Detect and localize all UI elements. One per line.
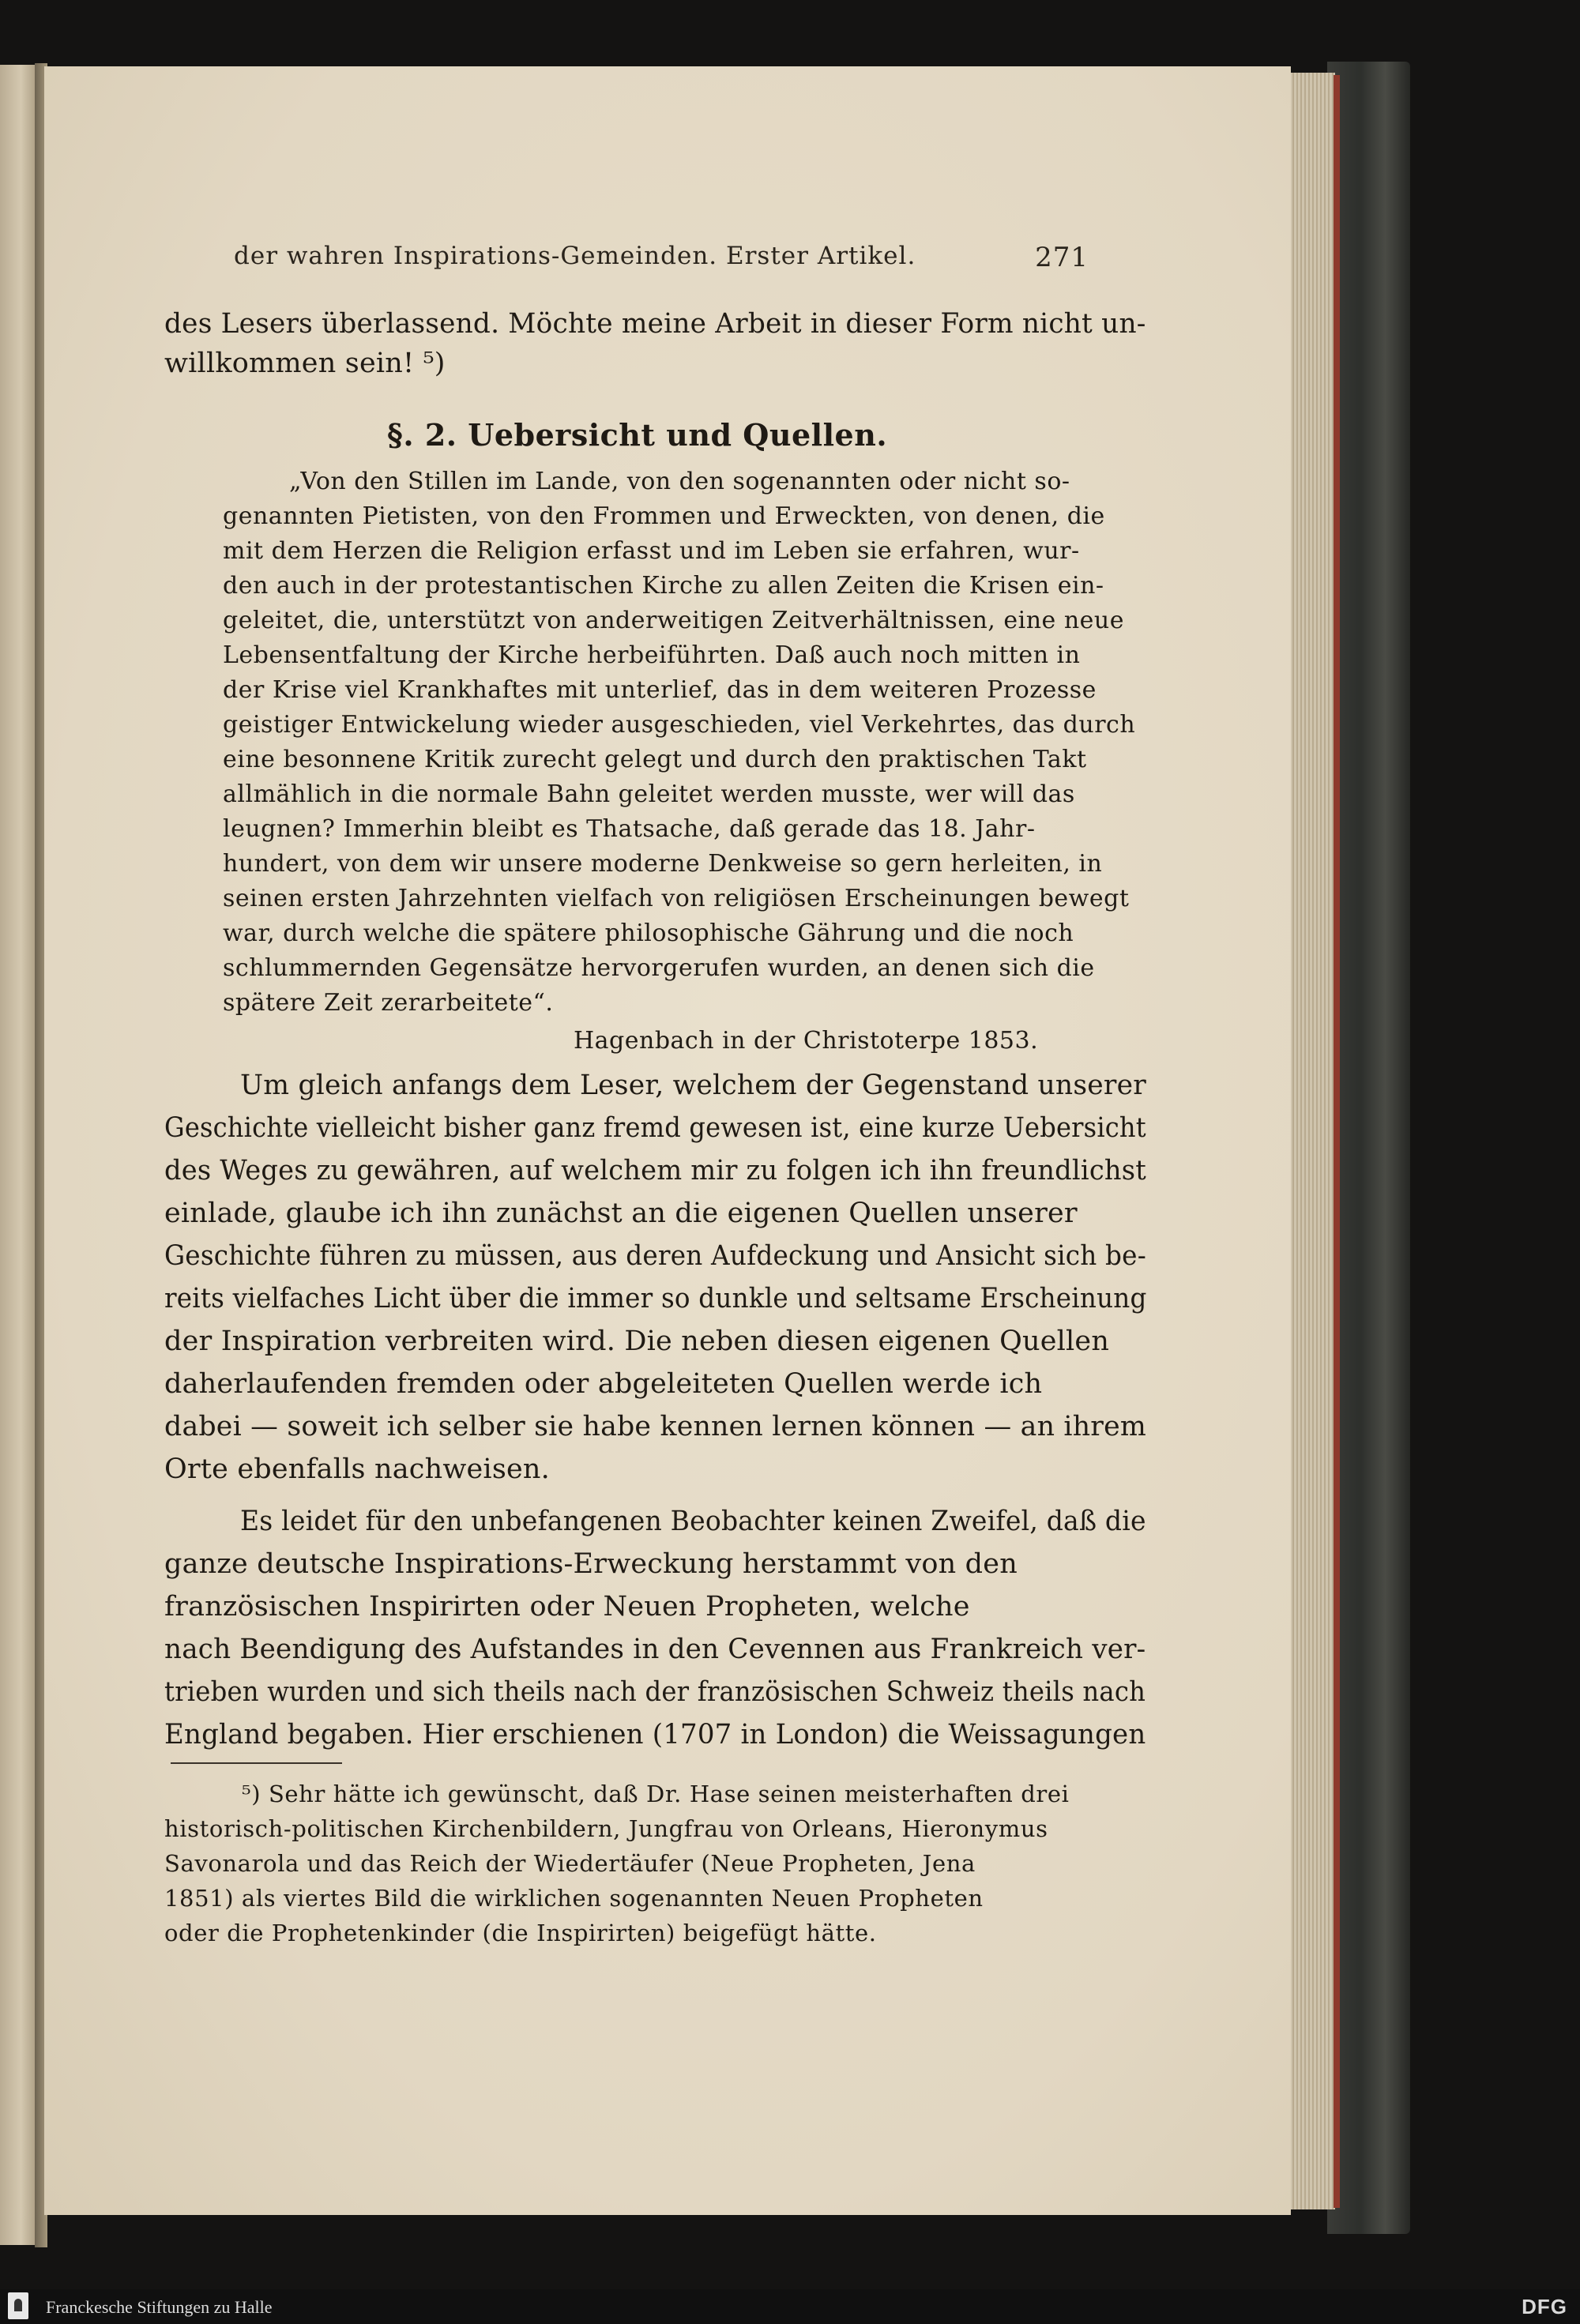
quote-line: spätere Zeit zerarbeitete“. xyxy=(223,989,554,1017)
quote-line: allmählich in die normale Bahn geleitet werden musste, wer will das xyxy=(223,780,1075,808)
quote-line: der Krise viel Krankhaftes mit unterlief, das in dem weiteren Prozesse xyxy=(223,676,1097,704)
paragraph-1-line: des Weges zu gewähren, auf welchem mir zu folgen ich ihn freundlichst xyxy=(164,1155,1146,1186)
dfg-logo: DFG xyxy=(1522,2295,1567,2318)
red-page-edge xyxy=(1334,75,1340,2208)
paragraph-1-line: dabei — soweit ich selber sie habe kennen lernen können — an ihrem xyxy=(164,1411,1147,1442)
paragraph-1-line: Geschichte vielleicht bisher ganz fremd gewesen ist, eine kurze Uebersicht xyxy=(164,1112,1146,1144)
intro-line: willkommen sein! ⁵) xyxy=(164,348,446,379)
footnote-line: Savonarola und das Reich der Wiedertäufer (Neue Propheten, Jena xyxy=(164,1850,976,1877)
section-heading: §. 2. Uebersicht und Quellen. xyxy=(387,417,888,453)
paragraph-1-line: Um gleich anfangs dem Leser, welchem der Gegenstand unserer xyxy=(240,1070,1146,1101)
institution-logo-icon xyxy=(8,2292,28,2319)
paragraph-2-line: ganze deutsche Inspirations-Erweckung herstammt von den xyxy=(164,1548,1018,1580)
left-page-sliver xyxy=(0,65,38,2245)
running-head-title: der wahren Inspirations-Gemeinden. Erster Artikel. xyxy=(234,242,916,270)
quote-line: leugnen? Immerhin bleibt es Thatsache, daß gerade das 18. Jahr- xyxy=(223,815,1036,843)
intro-line: des Lesers überlassend. Möchte meine Arbeit in dieser Form nicht un- xyxy=(164,308,1146,340)
quote-line: war, durch welche die spätere philosophische Gährung und die noch xyxy=(223,919,1074,947)
footnote-line: oder die Prophetenkinder (die Inspirirten) beigefügt hätte. xyxy=(164,1920,877,1946)
page-number: 271 xyxy=(1035,242,1089,273)
book-page xyxy=(44,66,1291,2215)
quote-line: genannten Pietisten, von den Frommen und Erweckten, von denen, die xyxy=(223,502,1105,530)
quote-attribution: Hagenbach in der Christoterpe 1853. xyxy=(574,1027,1039,1055)
page-edges xyxy=(1286,73,1335,2209)
paragraph-1-line: der Inspiration verbreiten wird. Die neben diesen eigenen Quellen xyxy=(164,1326,1110,1357)
quote-line: seinen ersten Jahrzehnten vielfach von religiösen Erscheinungen bewegt xyxy=(223,885,1130,912)
paragraph-2-line: nach Beendigung des Aufstandes in den Cevennen aus Frankreich ver- xyxy=(164,1634,1146,1665)
paragraph-2-line: trieben wurden und sich theils nach der französischen Schweiz theils nach xyxy=(164,1676,1146,1708)
paragraph-2-line: England begaben. Hier erschienen (1707 in London) die Weissagungen xyxy=(164,1719,1146,1751)
quote-line: schlummernden Gegensätze hervorgerufen wurden, an denen sich die xyxy=(223,954,1095,982)
footnote-line: ⁵) Sehr hätte ich gewünscht, daß Dr. Hase seinen meisterhaften drei xyxy=(242,1781,1070,1807)
paragraph-1-line: Geschichte führen zu müssen, aus deren Aufdeckung und Ansicht sich be- xyxy=(164,1240,1146,1272)
running-head xyxy=(234,242,1134,273)
footnote-rule xyxy=(171,1762,342,1764)
paragraph-1-line: reits vielfaches Licht über die immer so dunkle und seltsame Erscheinung xyxy=(164,1283,1147,1314)
quote-line: den auch in der protestantischen Kirche zu allen Zeiten die Krisen ein- xyxy=(223,572,1104,600)
paragraph-1-line: einlade, glaube ich ihn zunächst an die eigenen Quellen unserer xyxy=(164,1198,1078,1229)
quote-line: geistiger Entwickelung wieder ausgeschieden, viel Verkehrtes, das durch xyxy=(223,711,1136,739)
footnote-line: historisch-politischen Kirchenbildern, Jungfrau von Orleans, Hieronymus xyxy=(164,1815,1048,1842)
quote-line: eine besonnene Kritik zurecht gelegt und durch den praktischen Takt xyxy=(223,746,1087,773)
quote-line: geleitet, die, unterstützt von anderweitigen Zeitverhältnissen, eine neue xyxy=(223,607,1124,634)
paragraph-2-line: französischen Inspirirten oder Neuen Propheten, welche xyxy=(164,1591,970,1623)
paragraph-1-line: daherlaufenden fremden oder abgeleiteten Quellen werde ich xyxy=(164,1368,1043,1400)
paragraph-2-line: Es leidet für den unbefangenen Beobachter keinen Zweifel, daß die xyxy=(240,1506,1146,1537)
paragraph-1-line: Orte ebenfalls nachweisen. xyxy=(164,1453,550,1485)
quote-line: hundert, von dem wir unsere moderne Denkweise so gern herleiten, in xyxy=(223,850,1103,878)
institution-label: Franckesche Stiftungen zu Halle xyxy=(46,2297,273,2317)
footer-bar xyxy=(0,2289,1580,2324)
quote-line: mit dem Herzen die Religion erfasst und im Leben sie erfahren, wur- xyxy=(223,537,1080,565)
footnote-line: 1851) als viertes Bild die wirklichen sogenannten Neuen Propheten xyxy=(164,1885,984,1912)
quote-line: „Von den Stillen im Lande, von den sogenannten oder nicht so- xyxy=(289,468,1070,495)
quote-line: Lebensentfaltung der Kirche herbeiführten. Daß auch noch mitten in xyxy=(223,641,1081,669)
